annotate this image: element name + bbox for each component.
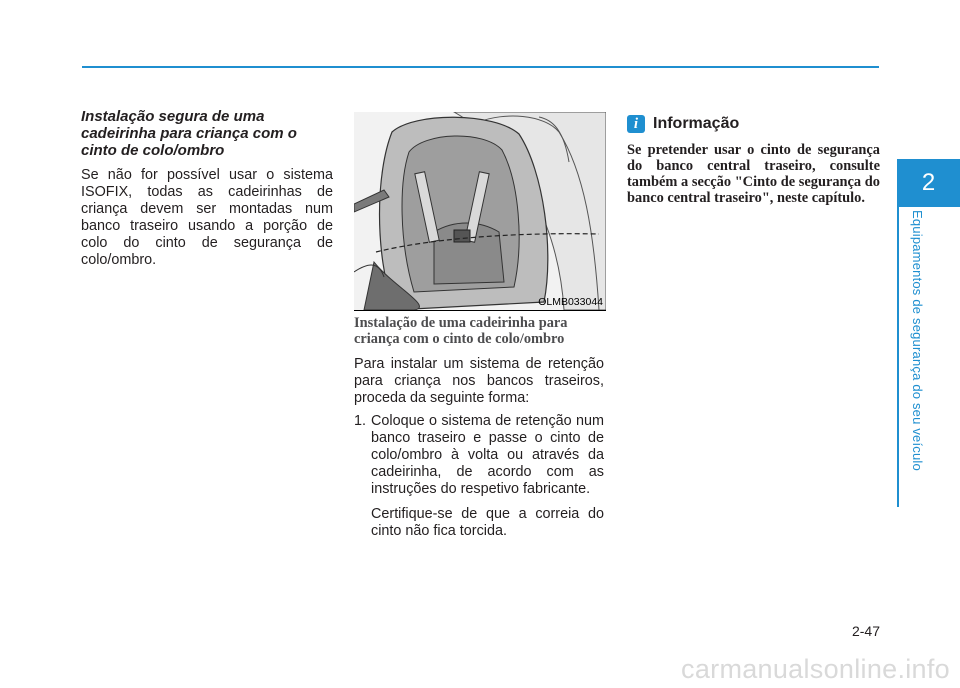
install-intro: Para instalar um sistema de retenção para criança nos bancos traseiros, proceda da seguinte forma: — [354, 356, 604, 406]
child-seat-illustration — [354, 112, 606, 311]
figure-code: OLMB033044 — [538, 296, 603, 308]
info-header — [627, 112, 880, 136]
list-item — [354, 413, 604, 540]
child-seat-drawing — [354, 112, 606, 310]
figure-caption: Instalação de uma cadeirinha para criança com o cinto de colo/ombro — [354, 315, 568, 347]
info-icon: i — [627, 115, 645, 133]
install-steps — [354, 413, 604, 540]
info-box — [627, 112, 880, 206]
column-middle — [354, 315, 604, 540]
chapter-number: 2 — [921, 169, 936, 196]
section-heading: Instalação segura de uma cadeirinha para criança com o cinto de colo/ombro — [81, 108, 297, 159]
step-note: Certifique-se de que a correia do cinto não fica torcida. — [371, 506, 604, 539]
info-title: Informação — [653, 115, 740, 132]
header-rule — [82, 66, 879, 68]
chapter-title: Equipamentos de segurança do seu veículo — [910, 210, 925, 471]
step-text: Coloque o sistema de retenção num banco traseiro e passe o cinto de colo/ombro à volta ou através da cadeirinha, de acordo com as instruções do respetivo fabricante. — [371, 413, 604, 497]
info-text: Se pretender usar o cinto de segurança do banco central traseiro, consulte também a secção "Cinto de segurança do banco central traseiro", neste capítulo. — [627, 142, 880, 206]
isofix-paragraph: Se não for possível usar o sistema ISOFIX, todas as cadeirinhas de criança devem ser montadas num banco traseiro usando a porção de colo do cinto de segurança de colo/ombro. — [81, 167, 333, 268]
chapter-number-tab — [897, 159, 960, 207]
chapter-side-rule — [897, 207, 899, 507]
page-number: 2-47 — [851, 623, 880, 639]
watermark: carmanualsonline.info — [681, 654, 950, 684]
step-number: 1. — [354, 413, 367, 429]
column-left — [81, 108, 333, 269]
